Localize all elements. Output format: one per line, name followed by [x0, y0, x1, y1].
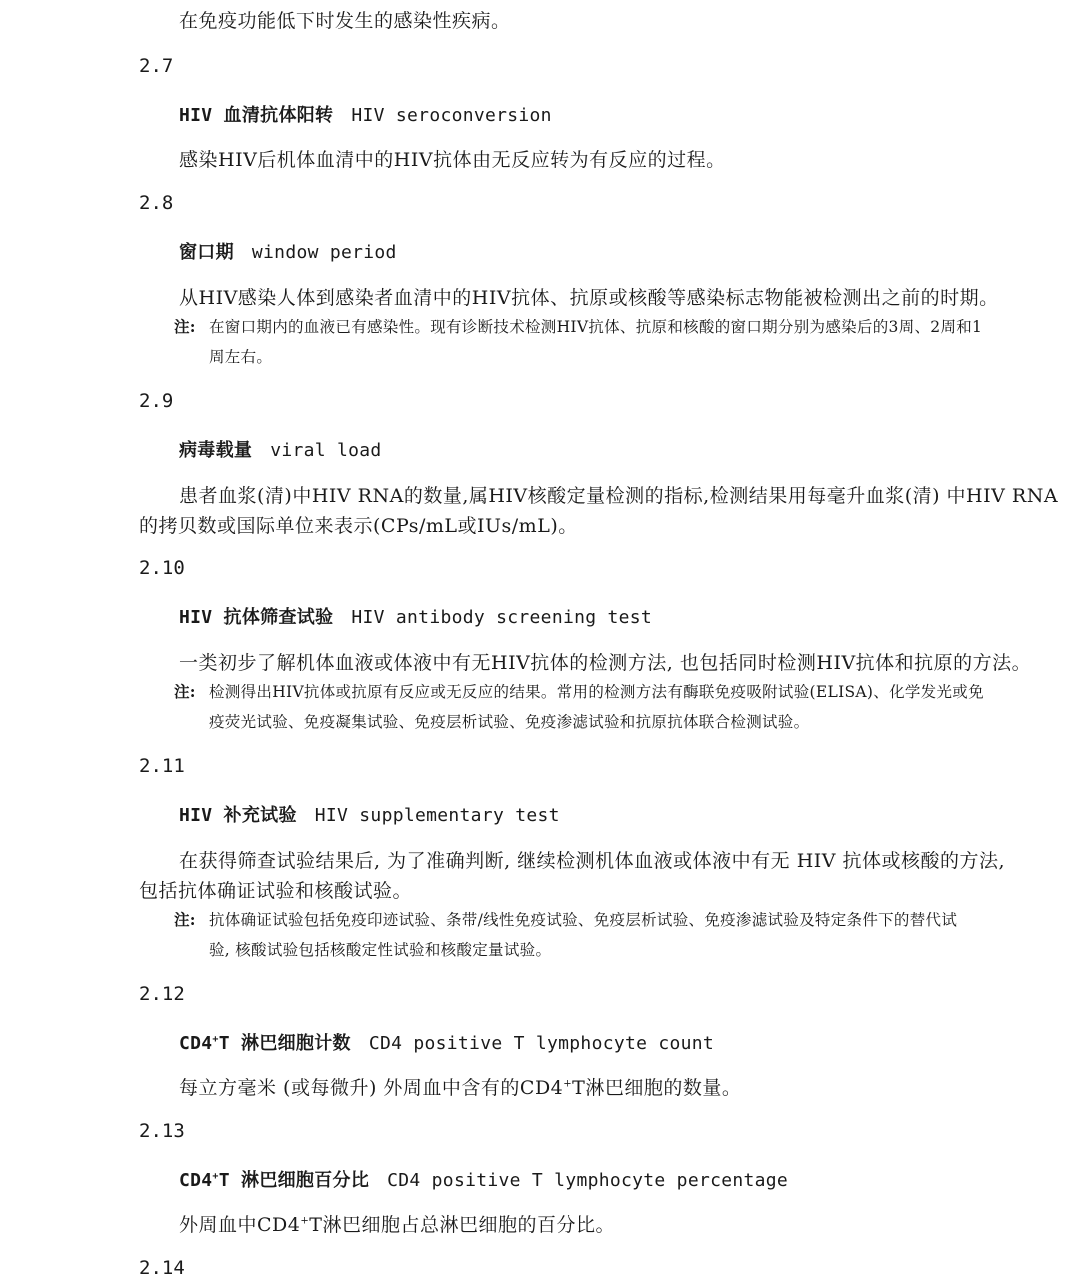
term-en: HIV supplementary test	[314, 805, 560, 826]
superscript-plus: +	[300, 1215, 310, 1227]
section-number: 2.11	[139, 755, 185, 777]
definition-pre: 外周血中CD4	[179, 1214, 301, 1236]
term-zh	[179, 1033, 351, 1054]
term-zh-pre: CD4	[179, 1033, 213, 1054]
superscript-plus: +	[212, 1034, 219, 1045]
term-heading	[179, 238, 397, 264]
term-zh: HIV 血清抗体阳转	[179, 105, 334, 126]
definition-text: 患者血浆(清)中HIV RNA的数量,属HIV核酸定量检测的指标,检测结果用每毫升血浆(清) 中HIV RNA	[179, 485, 1059, 507]
term-en: CD4 positive T lymphocyte count	[368, 1033, 715, 1054]
definition-text	[179, 1073, 741, 1100]
term-heading	[179, 1166, 788, 1192]
superscript-plus: +	[212, 1171, 219, 1182]
term-zh-pre: CD4	[179, 1170, 213, 1191]
term-zh: HIV 补充试验	[179, 805, 297, 826]
term-zh	[179, 1170, 369, 1191]
note-label: 注:	[174, 317, 196, 336]
definition-pre: 每立方毫米 (或每微升) 外周血中含有的CD4	[179, 1077, 564, 1099]
term-zh: HIV 抗体筛查试验	[179, 607, 334, 628]
definition-text: 从HIV感染人体到感染者血清中的HIV抗体、抗原或核酸等感染标志物能被检测出之前的时期。	[179, 287, 999, 309]
definition-text: 在获得筛查试验结果后, 为了准确判断, 继续检测机体血液或体液中有无 HIV 抗体或核酸的方法,	[179, 850, 1006, 872]
term-zh: 病毒载量	[179, 440, 253, 461]
note-text: 验, 核酸试验包括核酸定性试验和核酸定量试验。	[209, 941, 552, 959]
term-heading	[179, 1029, 714, 1055]
intro-text: 在免疫功能低下时发生的感染性疾病。	[179, 10, 511, 32]
section-number: 2.10	[139, 557, 185, 579]
definition-post: T淋巴细胞的数量。	[572, 1077, 742, 1099]
term-en: window period	[251, 242, 397, 263]
note-label: 注:	[174, 910, 196, 929]
section-number: 2.13	[139, 1120, 185, 1142]
definition-text: 一类初步了解机体血液或体液中有无HIV抗体的检测方法, 也包括同时检测HIV抗体和抗原的方法。	[179, 652, 1032, 674]
term-en: HIV antibody screening test	[351, 607, 653, 628]
term-zh-post: T 淋巴细胞百分比	[218, 1170, 370, 1191]
section-number: 2.8	[139, 192, 174, 214]
term-zh: 窗口期	[179, 242, 234, 263]
note-text: 抗体确证试验包括免疫印迹试验、条带/线性免疫试验、免疫层析试验、免疫渗滤试验及特定条件下的替代试	[209, 911, 958, 929]
term-en: viral load	[270, 440, 382, 461]
term-heading	[179, 436, 382, 462]
note-label: 注:	[174, 682, 196, 701]
section-number: 2.12	[139, 983, 185, 1005]
definition-text: 包括抗体确证试验和核酸试验。	[139, 880, 413, 902]
definition-text: 的拷贝数或国际单位来表示(CPs/mL或IUs/mL)。	[139, 515, 578, 537]
section-number: 2.7	[139, 55, 174, 77]
term-en: HIV seroconversion	[351, 105, 552, 126]
term-zh-post: T 淋巴细胞计数	[218, 1033, 351, 1054]
note-text: 周左右。	[209, 348, 273, 366]
definition-text: 感染HIV后机体血清中的HIV抗体由无反应转为有反应的过程。	[179, 149, 726, 171]
superscript-plus: +	[563, 1078, 573, 1090]
section-number: 2.9	[139, 390, 174, 412]
note-text: 在窗口期内的血液已有感染性。现有诊断技术检测HIV抗体、抗原和核酸的窗口期分别为感染后的3周、2周和1	[209, 318, 983, 336]
term-heading	[179, 801, 560, 827]
definition-text	[179, 1210, 615, 1237]
section-number: 2.14	[139, 1257, 185, 1279]
note-text: 检测得出HIV抗体或抗原有反应或无反应的结果。常用的检测方法有酶联免疫吸附试验(ELISA)、化学发光或免	[209, 683, 984, 701]
definition-post: T淋巴细胞占总淋巴细胞的百分比。	[309, 1214, 615, 1236]
term-en: CD4 positive T lymphocyte percentage	[387, 1170, 789, 1191]
term-heading	[179, 101, 552, 127]
note-text: 疫荧光试验、免疫凝集试验、免疫层析试验、免疫渗滤试验和抗原抗体联合检测试验。	[209, 713, 810, 731]
term-heading	[179, 603, 652, 629]
